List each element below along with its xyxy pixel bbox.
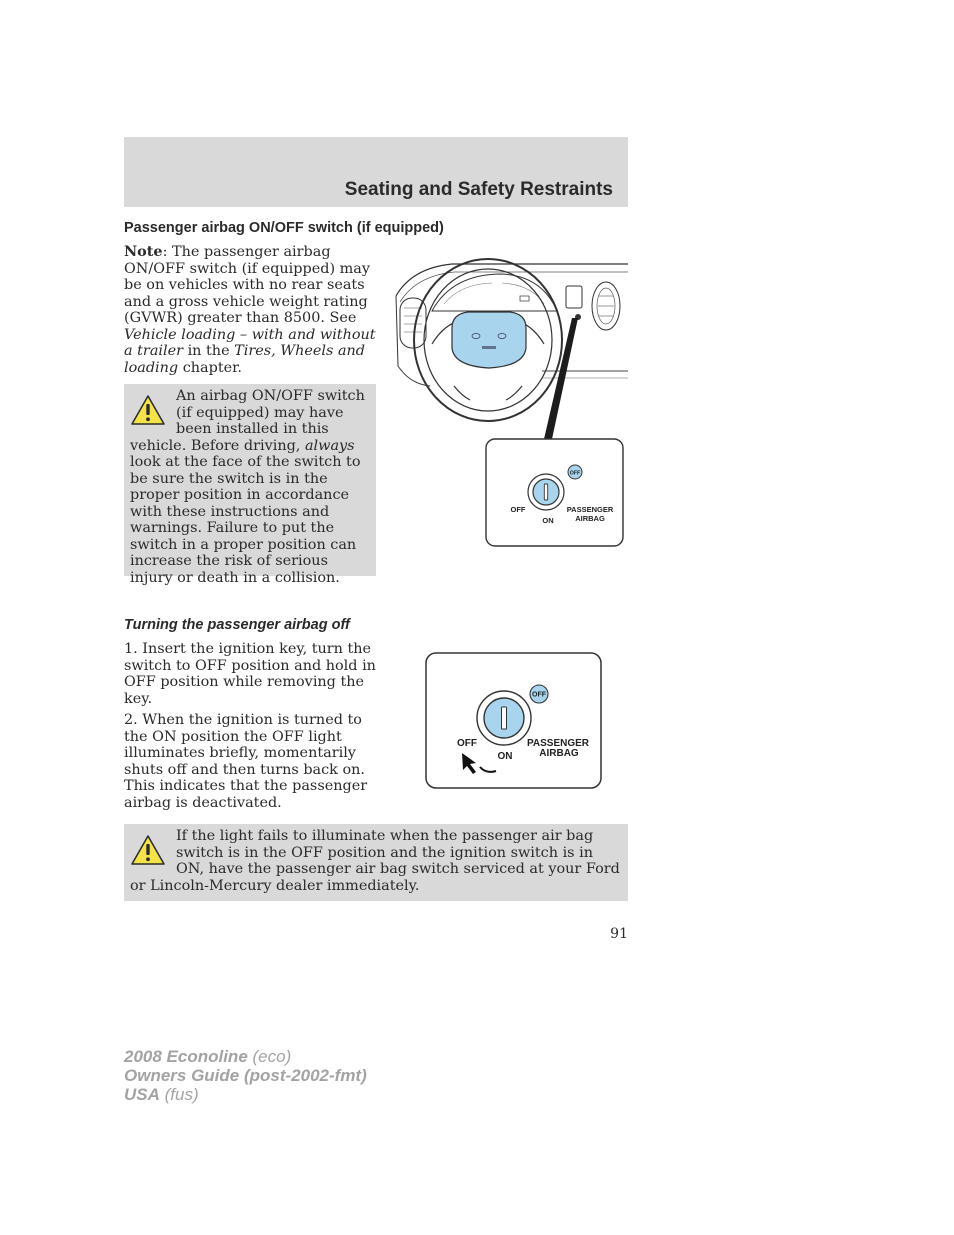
switch-on-label: ON [497, 751, 513, 762]
callout-on-label: ON [542, 516, 554, 525]
footer-guide: Owners Guide (post-2002-fmt) [124, 1066, 367, 1085]
section-header-band [124, 137, 628, 207]
note-text-c: chapter. [178, 359, 243, 376]
switch-passenger-label: PASSENGER [526, 738, 590, 749]
switch-airbag-label: AIRBAG [539, 748, 579, 759]
footer-line-1 [124, 1047, 367, 1066]
warning-text-b: look at the face of the switch to be sure the switch is in the proper position in accordance with these instructions and warnings. Failure to put the switch in a proper position can increase the risk of serious injury or death in a collision. [130, 454, 361, 586]
page-number: 91 [610, 926, 628, 942]
step-1: 1. Insert the ignition key, turn the switch to OFF position and hold in OFF position while removing the key. [124, 641, 376, 707]
footer-market-code: (fus) [164, 1085, 199, 1104]
footer [124, 1047, 367, 1104]
step-2: 2. When the ignition is turned to the ON position the OFF light illuminates briefly, momentarily shuts off and then turns back on. This indicates that the passenger airbag is deactivated. [124, 712, 368, 811]
note-label: Note [124, 243, 163, 260]
callout-off-light-label: OFF [569, 470, 581, 477]
dashboard-switch-illustration [392, 256, 628, 548]
note-ref-vehicle-loading: Vehicle loading – with and without a trailer [124, 326, 376, 359]
footer-market: USA [124, 1085, 160, 1104]
warning-box-switch [124, 384, 376, 586]
switch-off-label: OFF [457, 738, 477, 749]
warning-text-a: An airbag ON/OFF switch (if equipped) may have been installed in this vehicle. Before driving, [130, 388, 365, 454]
section-title: Seating and Safety Restraints [344, 179, 613, 200]
warning-triangle-icon [130, 394, 166, 426]
airbag-switch-illustration [424, 651, 604, 791]
footer-line-2 [124, 1066, 367, 1085]
warning-text-emphasis: always [304, 437, 355, 454]
callout-passenger-label: PASSENGER [566, 505, 614, 514]
note-text-a: : The passenger airbag ON/OFF switch (if equipped) may be on vehicles with no rear seats and a gross vehicle weight rating (GVWR) greater than 8500. See [124, 244, 370, 326]
warning-triangle-icon [130, 834, 166, 866]
note-text-b: in the [183, 343, 235, 359]
footer-line-3 [124, 1085, 367, 1104]
note-ref-chapter: Tires, Wheels and loading [124, 343, 366, 376]
warning-text-light: If the light fails to illuminate when the passenger air bag switch is in the OFF position and the ignition switch is in ON, have the passenger air bag switch serviced at your Ford or Lincoln-Mercury dealer immediately. [130, 828, 620, 894]
note-paragraph [124, 244, 382, 376]
callout-airbag-label: AIRBAG [575, 514, 605, 523]
section-heading-airbag-switch: Passenger airbag ON/OFF switch (if equipped) [124, 220, 444, 236]
footer-model: 2008 Econoline [124, 1047, 248, 1066]
warning-box-light [124, 824, 628, 901]
switch-off-light-label: OFF [532, 691, 546, 699]
warning-text-switch [130, 388, 370, 586]
footer-model-code: (eco) [252, 1047, 292, 1066]
callout-off-label: OFF [510, 505, 526, 514]
section-heading-turning-off: Turning the passenger airbag off [124, 617, 350, 633]
